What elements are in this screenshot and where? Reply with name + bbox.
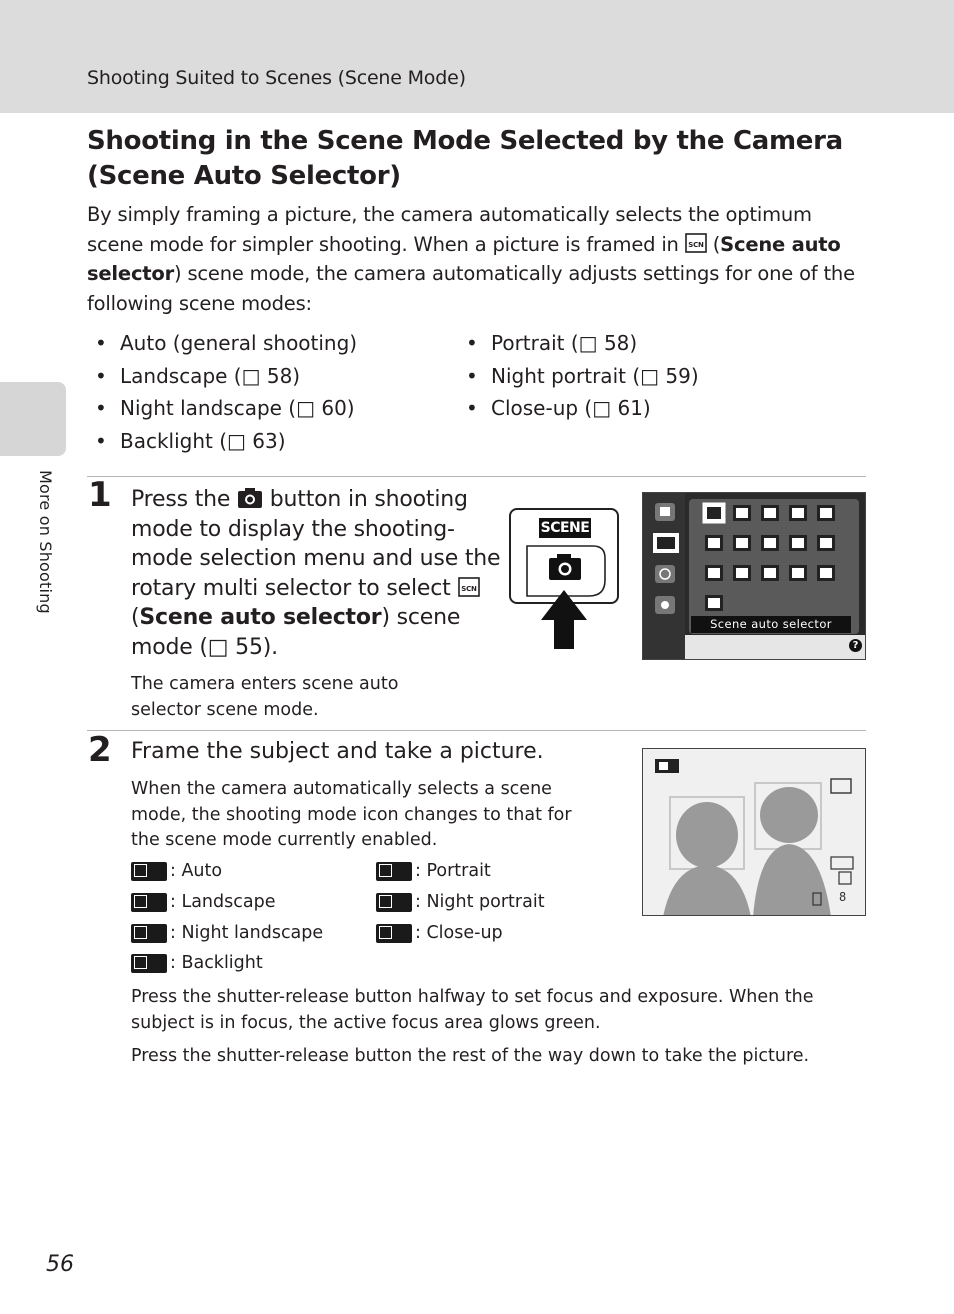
- step1-instructions: [131, 485, 501, 662]
- step1-text-c: (: [131, 605, 140, 630]
- intro-paragraph: By simply framing a picture, the camera automatically selects the optimum scene mode for simpler shooting. When a picture is framed in SCN (Scene auto selector) scene mode, the camera automatically adjusts settings for one of the following scene modes:: [87, 203, 855, 315]
- screen-caption: Scene auto selector: [691, 616, 851, 633]
- running-head: Shooting Suited to Scenes (Scene Mode): [87, 67, 466, 89]
- chapter-label: More on Shooting: [36, 470, 55, 614]
- screen-bottom-bar: [685, 635, 865, 659]
- step1-text-a: Press the: [131, 487, 237, 512]
- camera-icon: [237, 487, 263, 512]
- auto-scene-icon: [131, 862, 167, 881]
- scene-icon-auto: [131, 861, 222, 881]
- close-up-scene-icon: [376, 924, 412, 943]
- icon-label: : Landscape: [170, 892, 276, 912]
- icon-label: : Night landscape: [170, 923, 324, 943]
- section-title-line2: (Scene Auto Selector): [87, 161, 401, 191]
- backlight-scene-icon: [131, 954, 167, 973]
- step1-bold: Scene auto selector: [139, 605, 382, 630]
- menu-screen-illustration: [642, 492, 866, 660]
- modes-list-right: [458, 327, 699, 425]
- landscape-scene-icon: [131, 893, 167, 912]
- step2-body: When the camera automatically selects a scene mode, the shooting mode icon changes to that for the scene mode currently enabled.: [131, 779, 572, 850]
- svg-text:SCN: SCN: [687, 240, 704, 249]
- step1-text-b: button in shooting mode to display the shooting-mode selection menu and use the rotary multi selector to select: [131, 487, 501, 601]
- press-fully-text: Press the shutter-release button the rest of the way down to take the picture.: [131, 1046, 810, 1066]
- chapter-tab: [0, 382, 66, 456]
- mode-column: [643, 493, 685, 659]
- night-landscape-scene-icon: [131, 924, 167, 943]
- scene-icon-landscape: [131, 892, 275, 912]
- svg-text:SCN: SCN: [461, 584, 478, 593]
- shooting-screen-illustration: [642, 748, 866, 916]
- icon-label: : Close-up: [415, 923, 503, 943]
- scene-menu-panel: [689, 499, 859, 634]
- arrow-up-icon: [540, 590, 588, 650]
- divider: [87, 476, 866, 477]
- icon-label: : Backlight: [170, 953, 263, 973]
- intro-bold: Scene auto selector: [87, 232, 841, 285]
- section-title: [87, 124, 887, 194]
- scene-button-label: SCENE: [540, 520, 590, 536]
- step-number-2: 2: [88, 730, 112, 770]
- list-item: • Night portrait (□ 59): [458, 360, 699, 393]
- scene-icon-backlight: [131, 953, 263, 973]
- icon-label: : Auto: [170, 861, 223, 881]
- list-item: • Close-up (□ 61): [458, 392, 699, 425]
- modes-list-left: [87, 327, 357, 457]
- portrait-scene-icon: [376, 862, 412, 881]
- press-halfway-text: Press the shutter-release button halfway to set focus and exposure. When the subject is in focus, the active focus area glows green.: [131, 987, 814, 1033]
- icon-label: : Portrait: [415, 861, 491, 881]
- page-number: 56: [46, 1252, 74, 1277]
- step1-text-d: ) scene mode (□ 55).: [131, 605, 461, 660]
- list-item: • Auto (general shooting): [87, 327, 357, 360]
- scene-icon-portrait: [376, 861, 491, 881]
- scene-auto-icon: [685, 233, 707, 256]
- scene-icon-night-portrait: [376, 892, 545, 912]
- list-item: • Landscape (□ 58): [87, 360, 357, 393]
- step1-note: The camera enters scene auto selector scene mode.: [131, 674, 399, 720]
- step-number-1: 1: [88, 475, 112, 515]
- scene-icon-night-landscape: [131, 923, 323, 943]
- list-item: • Portrait (□ 58): [458, 327, 699, 360]
- scene-icon-close-up: [376, 923, 503, 943]
- divider: [87, 730, 866, 731]
- list-item: • Night landscape (□ 60): [87, 392, 357, 425]
- section-title-line1: Shooting in the Scene Mode Selected by the Camera: [87, 126, 843, 156]
- night-portrait-scene-icon: [376, 893, 412, 912]
- scene-auto-icon: [457, 576, 481, 601]
- list-item: • Backlight (□ 63): [87, 425, 357, 458]
- intro-text-2: ) scene mode, the camera automatically adjusts settings for one of the following scene modes:: [87, 262, 855, 315]
- step2-title: Frame the subject and take a picture.: [131, 739, 544, 764]
- exposure-count: 8: [839, 890, 847, 904]
- help-icon: ?: [849, 639, 862, 652]
- header-band: [0, 0, 954, 113]
- intro-text-1: By simply framing a picture, the camera automatically selects the optimum scene mode for simpler shooting. When a picture is framed in: [87, 203, 812, 256]
- icon-label: : Night portrait: [415, 892, 545, 912]
